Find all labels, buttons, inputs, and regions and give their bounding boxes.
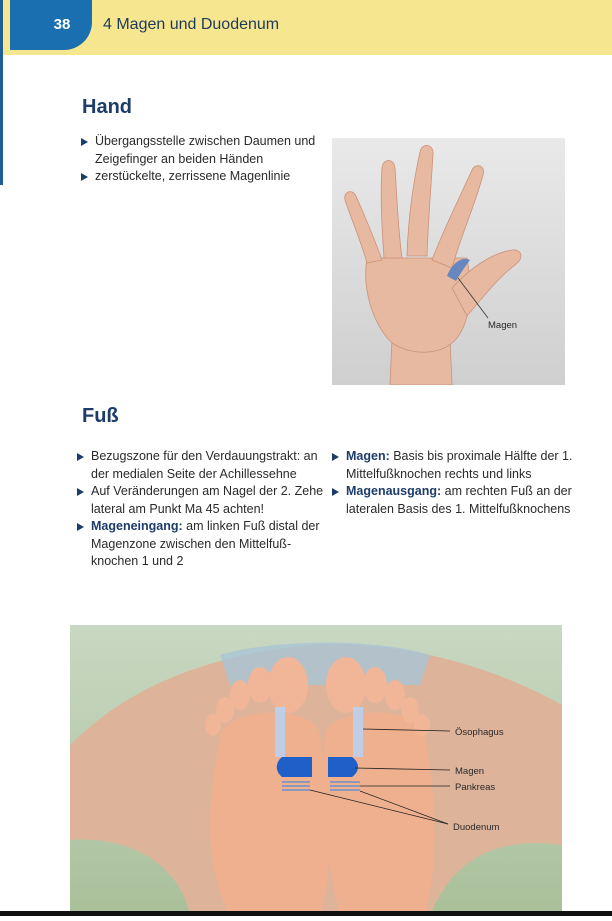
label-pankreas: Pankreas	[455, 782, 496, 793]
bullet-triangle-icon	[77, 488, 84, 496]
feet-illustration	[70, 625, 562, 916]
stomach-zone-right	[328, 757, 358, 777]
foot-bullet-list-right	[332, 448, 577, 518]
left-edge-rule	[0, 0, 3, 185]
bullet-text: Basis bis proximale Hälfte der 1. Mittelfußknochen rechts und links	[346, 449, 573, 481]
bullet-text: am rechten Fuß an der lateralen Basis des 1. Mittelfußknochens	[346, 484, 572, 516]
hand-figure-label: Magen	[488, 320, 518, 331]
hand-bullet-list	[81, 133, 321, 186]
foot-bullet-list-left	[77, 448, 329, 571]
hand-illustration	[332, 138, 565, 385]
bullet-triangle-icon	[77, 453, 84, 461]
label-oesophagus: Ösophagus	[455, 727, 504, 738]
bullet-text: am linken Fuß distal der Magenzone zwischen den Mittelfußknochen 1 und 2	[91, 519, 320, 568]
page-number: 38	[40, 11, 84, 39]
bottom-edge-rule	[0, 911, 612, 916]
feet-soles-image	[70, 625, 562, 916]
bullet-triangle-icon	[332, 488, 339, 496]
section-heading-hand: Hand	[82, 96, 132, 118]
list-item	[81, 133, 321, 168]
bullet-keyword: Magen:	[346, 449, 390, 463]
section-heading-fuss: Fuß	[82, 405, 119, 427]
list-item	[332, 483, 577, 518]
label-magen: Magen	[455, 766, 485, 777]
list-item	[81, 168, 321, 186]
list-item	[332, 448, 577, 483]
chapter-title: 4 Magen und Duodenum	[103, 16, 280, 33]
bullet-text: Bezugszone für den Verdauungstrakt: an der medialen Seite der Achillessehne	[91, 449, 318, 481]
bullet-keyword: Magenausgang:	[346, 484, 442, 498]
bullet-triangle-icon	[81, 138, 88, 146]
list-item	[77, 483, 329, 518]
bullet-triangle-icon	[81, 173, 88, 181]
oesophagus-zone-left	[275, 707, 285, 757]
bullet-triangle-icon	[77, 523, 84, 531]
list-item	[77, 518, 329, 571]
bullet-text: zerstückelte, zerrissene Magenlinie	[95, 169, 291, 183]
stomach-zone-left	[277, 757, 312, 777]
label-duodenum: Duodenum	[453, 822, 500, 833]
list-item	[77, 448, 329, 483]
oesophagus-zone-right	[353, 707, 363, 757]
bullet-text: Übergangsstelle zwischen Daumen und Zeigefinger an beiden Händen	[95, 134, 316, 166]
hand-palm-image	[332, 138, 565, 385]
bullet-triangle-icon	[332, 453, 339, 461]
bullet-text: Auf Veränderungen am Nagel der 2. Zehe lateral am Punkt Ma 45 achten!	[91, 484, 324, 516]
bullet-keyword: Mageneingang:	[91, 519, 183, 533]
